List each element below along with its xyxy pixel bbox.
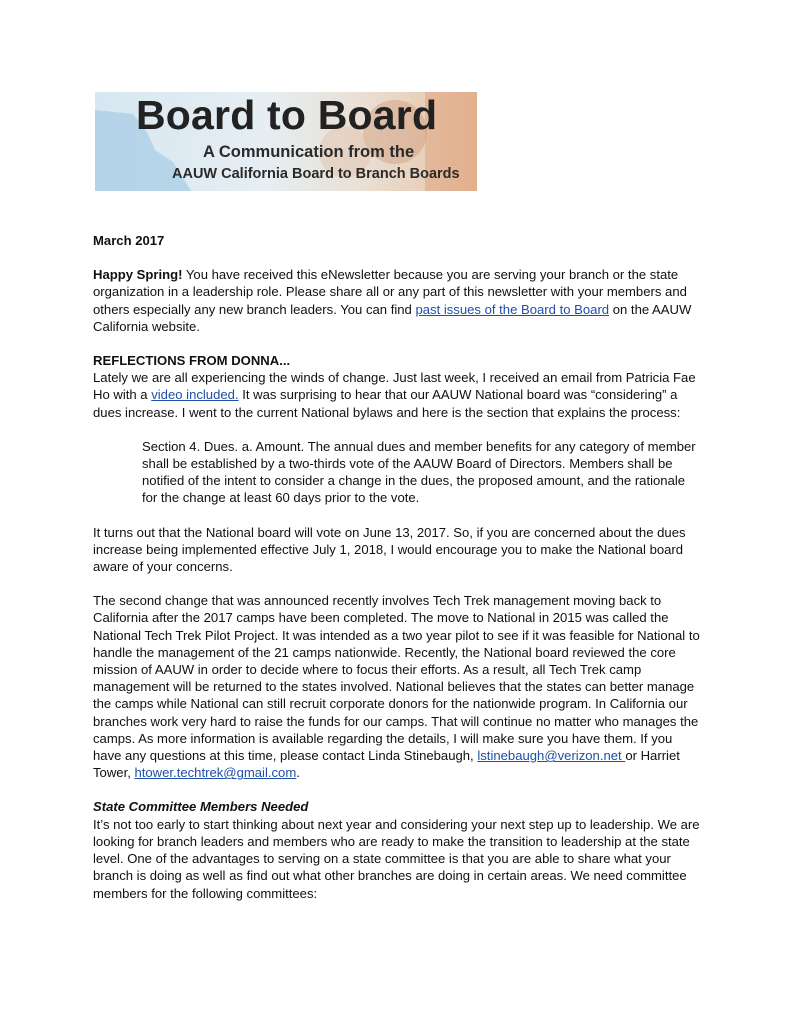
vote-paragraph: It turns out that the National board will vote on June 13, 2017. So, if you are concerned about the dues increase being implemented effective July 1, 2018, I would encourage you to make the National board aware of your concerns. — [93, 524, 686, 575]
intro-text: You have received this eNewsletter because you are serving your branch or the state organization in a leadership role. Please share all or any part of this newsletter with your members and others especially any new branch leaders. You can find — [93, 267, 687, 317]
intro-text-end: on the AAUW California website. — [93, 301, 692, 334]
issue-date: March 2017 — [93, 233, 165, 248]
banner-title: Board to Board — [136, 92, 438, 138]
email-link-lstinebaugh[interactable]: lstinebaugh@verizon.net — [477, 748, 626, 764]
past-issues-link[interactable]: past issues of the Board to Board — [415, 301, 610, 317]
committee-paragraph: It’s not too early to start thinking about next year and considering your next step up to leadership. We are looking for branch leaders and members who are ready to make the transition to leadership at the state level. One of the advantages to serving on a state committee is that you are able to share what your branch is doing as well as find out what other branches are doing in certain areas. We need committee members for the following committees: — [93, 816, 700, 901]
email-link-htower[interactable]: htower.techtrek@gmail.com — [134, 765, 297, 781]
intro-lead: Happy Spring! — [93, 267, 183, 283]
reflections-heading: REFLECTIONS FROM DONNA... — [93, 353, 291, 369]
video-link[interactable]: video included. — [151, 387, 239, 403]
tech-trek-text-end: . — [296, 765, 300, 781]
tech-trek-text-mid: or Harriet Tower, — [93, 748, 680, 781]
reflections-text: Lately we are all experiencing the winds of change. Just last week, I received an email from Patricia Fae Ho with a — [93, 370, 696, 403]
committee-heading: State Committee Members Needed — [93, 799, 309, 815]
banner-subtitle-2: AAUW California Board to Branch Boards — [172, 166, 460, 182]
bylaws-quote: Section 4. Dues. a. Amount. The annual dues and member benefits for any category of member shall be established by a two-thirds vote of the AAUW Board of Directors. Members shall be notified of the intent to consider a change in the dues, the proposed amount, and the rationale for the change at least 60 days prior to the vote. — [142, 438, 696, 506]
reflections-text-end: It was surprising to hear that our AAUW National board was “considering” a dues increase. I went to the current National bylaws and here is the section that explains the process: — [93, 387, 681, 420]
tech-trek-paragraph — [93, 592, 703, 781]
intro-paragraph — [93, 266, 703, 335]
tech-trek-text: The second change that was announced recently involves Tech Trek management moving back to California after the 2017 camps have been completed. The move to National in 2015 was called the National Tech Trek Pilot Project. It was intended as a two year pilot to see if it was feasible for National to handle the management of the 21 camps nationwide. Recently, the National board reviewed the core mission of AAUW in order to decide where to focus their efforts. As a result, all Tech Trek camp management will be returned to the states involved. National believes that the states can better manage the camps while National can still recruit corporate donors for the nationwide program. In California our branches work very hard to raise the funds for our camps. That will continue no matter who manages the camps. As more information is available regarding the details, I will make sure you have them. If you have any questions at this time, please contact Linda Stinebaugh, — [93, 593, 700, 764]
newsletter-banner — [95, 92, 477, 191]
reflections-paragraph — [93, 369, 703, 421]
banner-subtitle: A Communication from the — [203, 143, 415, 161]
newsletter-body — [93, 232, 703, 902]
